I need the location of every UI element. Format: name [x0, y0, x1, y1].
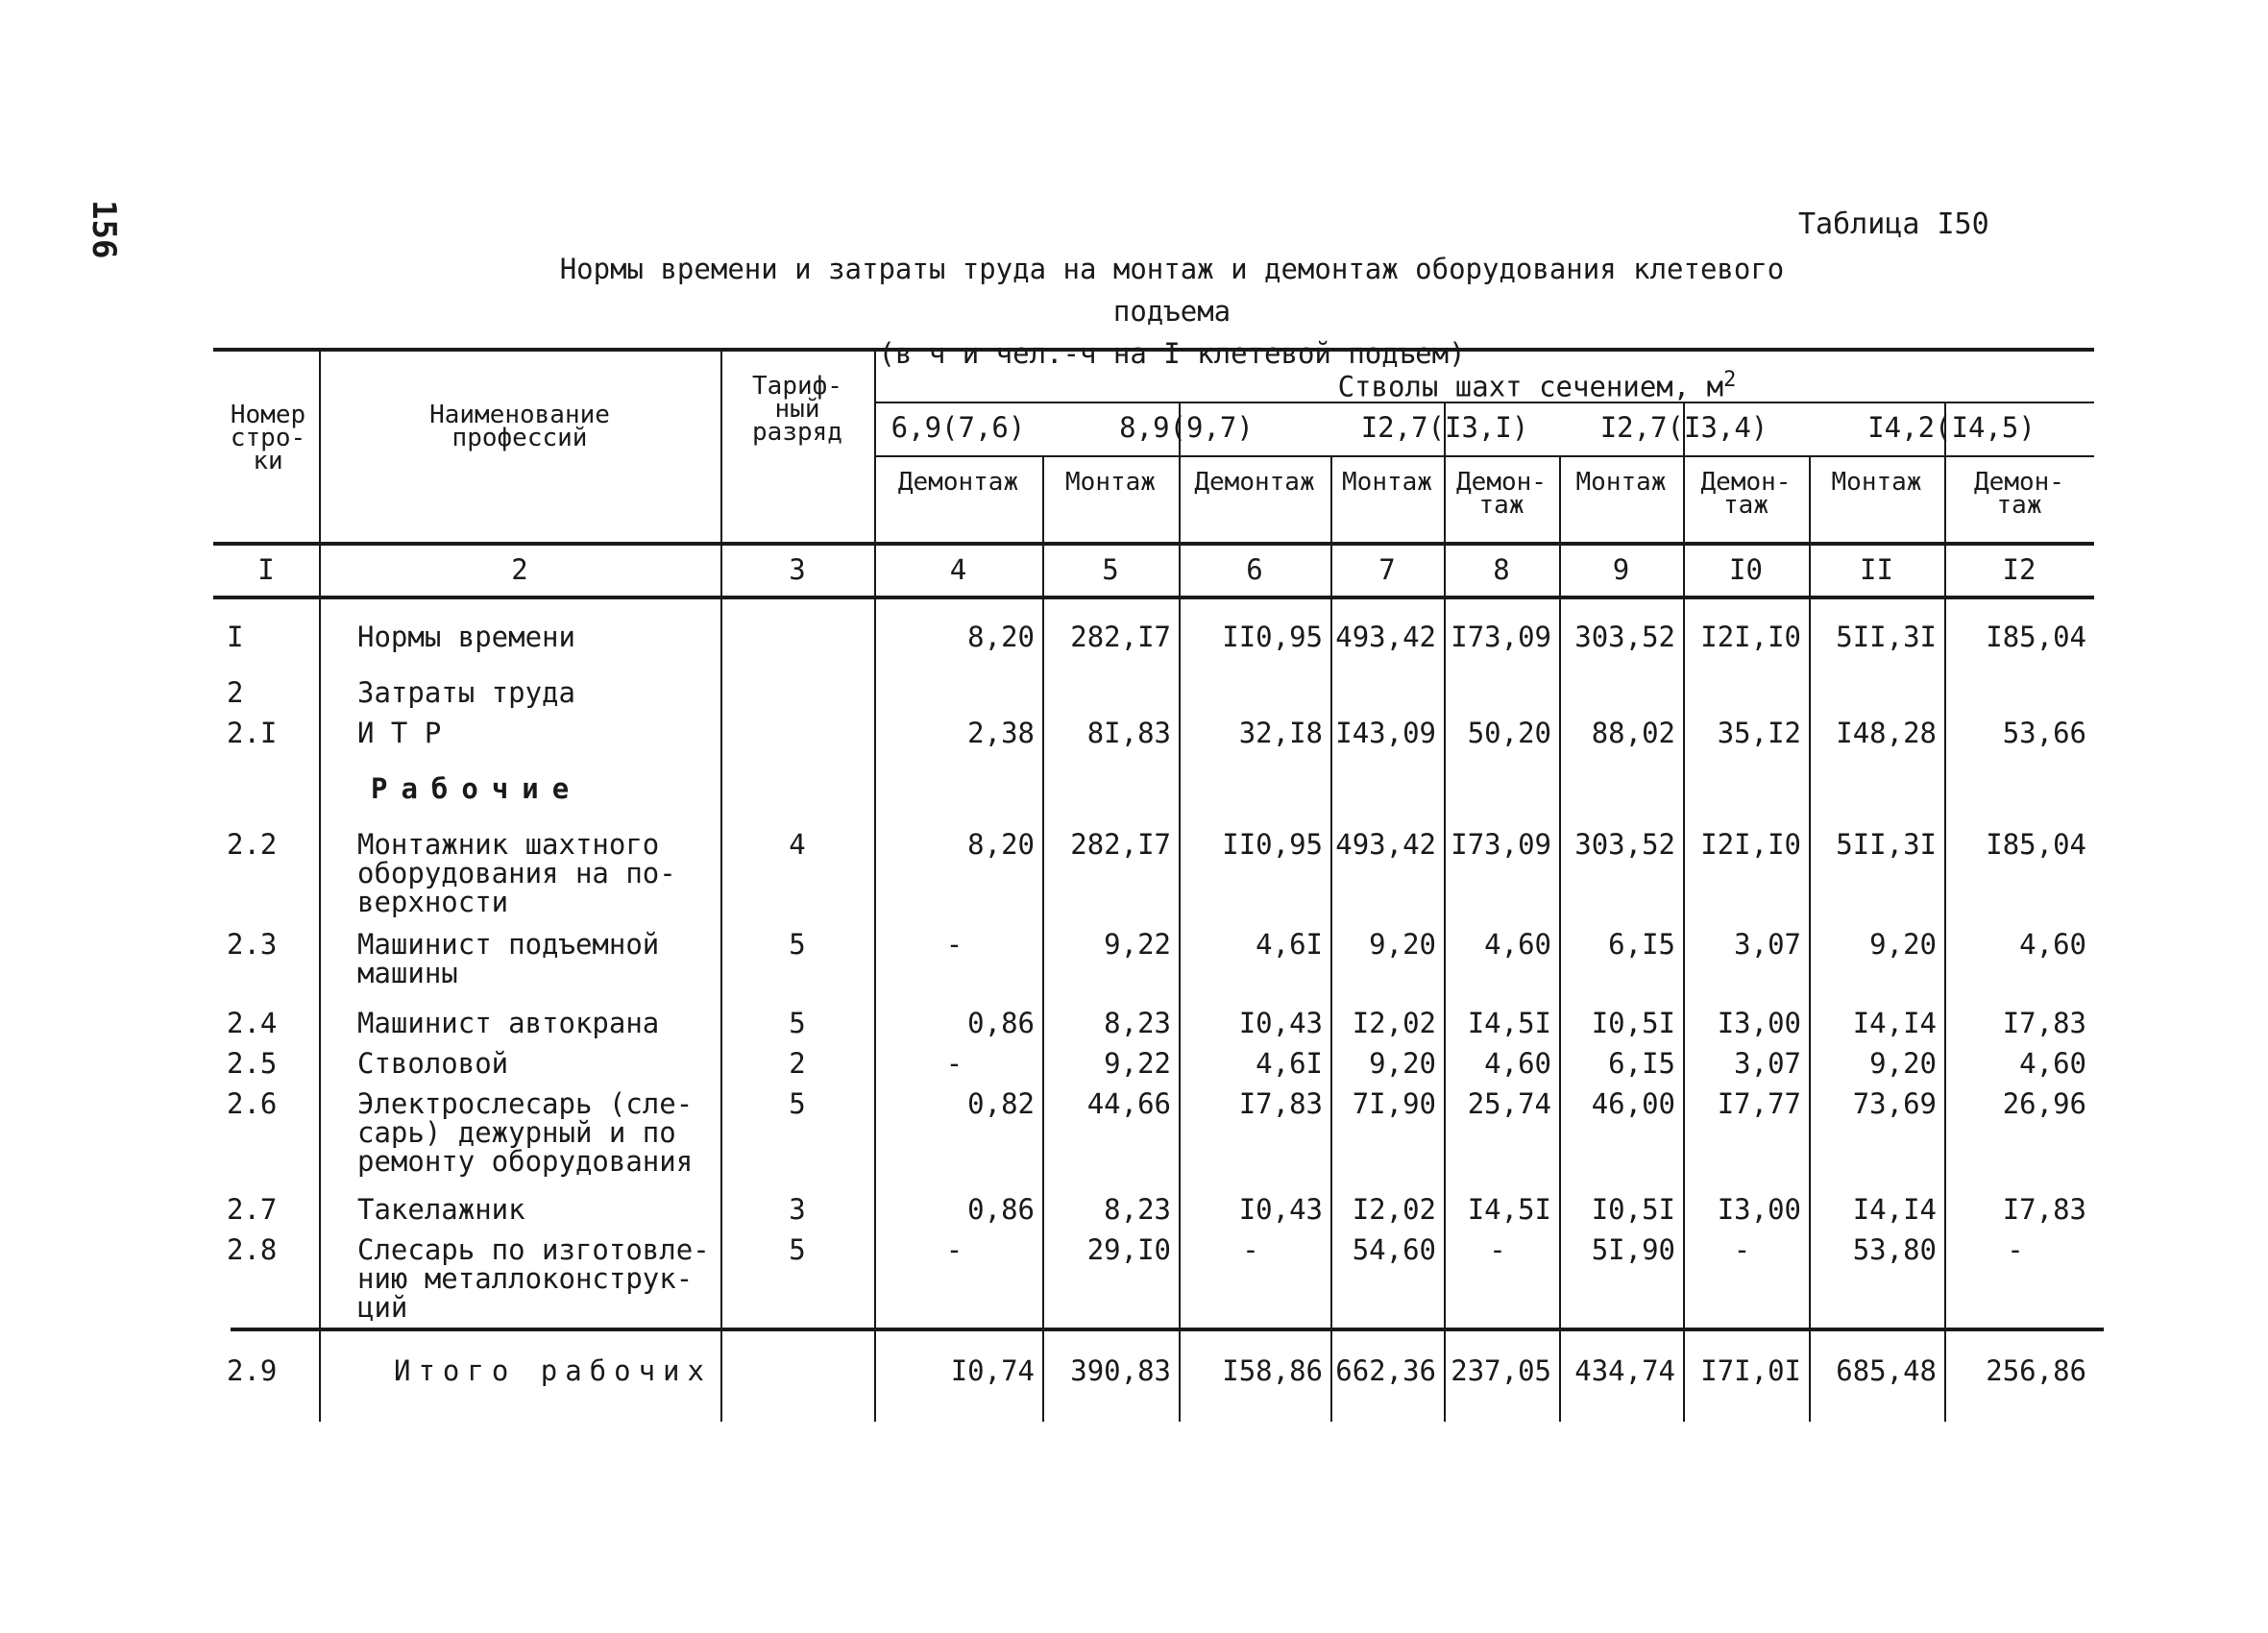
header-section: I2,7(I3,I) — [1360, 411, 1529, 444]
row-value: - — [1242, 1233, 1259, 1266]
header-group-superscript: 2 — [1723, 368, 1737, 392]
row-value: 390,83 — [1070, 1354, 1171, 1387]
row-value: 0,86 — [967, 1007, 1035, 1039]
row-value: I0,5I — [1591, 1007, 1675, 1039]
row-value: I7,83 — [1238, 1087, 1323, 1120]
header-column-number: I0 — [1729, 553, 1763, 586]
row-value: I4,5I — [1467, 1007, 1551, 1039]
row-value: 8,23 — [1104, 1007, 1171, 1039]
row-value: I58,86 — [1222, 1354, 1323, 1387]
row-name: Электрослесарь (сле- сарь) дежурный и по ремонту оборудования — [357, 1087, 694, 1178]
row-value: I0,43 — [1238, 1007, 1323, 1039]
row-value: II0,95 — [1222, 621, 1323, 653]
row-grade: 5 — [789, 1233, 806, 1266]
header-column-number: 8 — [1493, 553, 1510, 586]
header-bottom-rule — [213, 596, 2094, 599]
page-number: 156 — [85, 200, 123, 259]
col-number-rule — [213, 542, 2094, 546]
header-column-number: 7 — [1378, 553, 1396, 586]
title-line-1: Нормы времени и затраты труда на монтаж и демонтаж оборудования клетевого подъема — [559, 253, 1785, 328]
row-value: 282,I7 — [1070, 621, 1171, 653]
row-value: I3,00 — [1717, 1193, 1801, 1226]
row-value: 35,I2 — [1717, 717, 1801, 749]
header-column-number: 9 — [1612, 553, 1630, 586]
row-value: I85,04 — [1986, 828, 2086, 861]
row-value: 53,80 — [1852, 1233, 1937, 1266]
total-rule — [231, 1328, 2104, 1331]
row-value: 8I,83 — [1086, 717, 1171, 749]
row-value: 9,20 — [1369, 928, 1436, 961]
header-grade: Тариф- ный разряд — [752, 372, 842, 447]
row-value: 256,86 — [1986, 1354, 2086, 1387]
row-value: 50,20 — [1467, 717, 1551, 749]
header-column-number: 6 — [1246, 553, 1263, 586]
row-value: I2I,I0 — [1700, 621, 1801, 653]
row-value: - — [2007, 1233, 2024, 1266]
section-heading: Рабочие — [371, 772, 583, 805]
row-name: Такелажник — [357, 1193, 525, 1226]
row-value: 8,20 — [967, 621, 1035, 653]
row-value: 6,I5 — [1608, 1047, 1675, 1080]
row-number: 2.3 — [227, 928, 278, 961]
row-value: 44,66 — [1086, 1087, 1171, 1120]
row-value: 9,20 — [1869, 928, 1937, 961]
row-value: 303,52 — [1574, 828, 1675, 861]
header-column-number: II — [1860, 553, 1893, 586]
row-value: 29,I0 — [1086, 1233, 1171, 1266]
row-name: Монтажник шахтного оборудования на по- верхности — [357, 828, 676, 918]
row-value: 25,74 — [1467, 1087, 1551, 1120]
header-operation: Монтаж — [1831, 468, 1922, 497]
header-section: 8,9(9,7) — [1119, 411, 1254, 444]
row-value: I4,5I — [1467, 1193, 1551, 1226]
table-title — [500, 248, 1844, 375]
row-value: 303,52 — [1574, 621, 1675, 653]
row-value: I7,83 — [2002, 1193, 2086, 1226]
row-grade: 5 — [789, 928, 806, 961]
row-name: Нормы времени — [357, 621, 575, 653]
row-value: - — [1489, 1233, 1506, 1266]
row-value: I73,09 — [1451, 621, 1551, 653]
row-value: 32,I8 — [1238, 717, 1323, 749]
row-value: 4,60 — [1484, 928, 1551, 961]
row-value: I85,04 — [1986, 621, 2086, 653]
row-name: И Т Р — [357, 717, 442, 749]
row-grade: 5 — [789, 1007, 806, 1039]
row-number: 2.4 — [227, 1007, 278, 1039]
title-line-2: (в ч и чел.-ч на I клетевой подъем) — [878, 337, 1466, 370]
row-value: 4,6I — [1256, 928, 1323, 961]
row-value: 2,38 — [967, 717, 1035, 749]
header-group — [1153, 368, 1921, 403]
row-number: I — [227, 621, 244, 653]
row-grade: 5 — [789, 1087, 806, 1120]
header-operation: Монтаж — [1065, 468, 1156, 497]
row-value: I4,I4 — [1852, 1193, 1937, 1226]
row-value: 4,60 — [2019, 1047, 2086, 1080]
row-value: I3,00 — [1717, 1007, 1801, 1039]
row-value: 46,00 — [1591, 1087, 1675, 1120]
header-operation: Монтаж — [1575, 468, 1667, 497]
row-value: - — [945, 1047, 963, 1080]
row-value: 662,36 — [1335, 1354, 1436, 1387]
header-group-label: Стволы шахт сечением, м — [1337, 370, 1724, 403]
row-value: I2,02 — [1352, 1193, 1436, 1226]
table-top-rule — [213, 348, 2094, 352]
header-column-number: 4 — [949, 553, 967, 586]
row-value: 9,22 — [1104, 1047, 1171, 1080]
row-value: I0,5I — [1591, 1193, 1675, 1226]
row-value: I7,83 — [2002, 1007, 2086, 1039]
header-section: I2,7(I3,4) — [1599, 411, 1768, 444]
header-operation: Демон- таж — [1456, 468, 1547, 520]
row-number: 2.5 — [227, 1047, 278, 1080]
row-value: 3,07 — [1734, 1047, 1801, 1080]
row-grade: 4 — [789, 828, 806, 861]
column-divider — [319, 348, 321, 1422]
header-operation: Демон- таж — [1974, 468, 2064, 520]
row-value: - — [945, 1233, 963, 1266]
row-value: 237,05 — [1451, 1354, 1551, 1387]
row-value: 8,23 — [1104, 1193, 1171, 1226]
header-operation: Демонтаж — [1194, 468, 1315, 497]
header-section: 6,9(7,6) — [890, 411, 1026, 444]
row-value: 5II,3I — [1836, 828, 1937, 861]
row-value: I7I,0I — [1700, 1354, 1801, 1387]
row-name: Слесарь по изготовле- нию металлоконструк- ций — [357, 1233, 710, 1324]
row-value: I0,43 — [1238, 1193, 1323, 1226]
row-value: I7,77 — [1717, 1087, 1801, 1120]
row-name: Машинист автокрана — [357, 1007, 660, 1039]
header-row-number: Номер стро- ки — [230, 401, 306, 475]
header-column-number: 3 — [789, 553, 806, 586]
row-number: 2.6 — [227, 1087, 278, 1120]
row-value: I2,02 — [1352, 1007, 1436, 1039]
row-number: 2.9 — [227, 1354, 278, 1387]
header-column-number: I2 — [2002, 553, 2036, 586]
row-value: - — [1733, 1233, 1751, 1266]
row-value: 3,07 — [1734, 928, 1801, 961]
header-profession: Наименование профессий — [429, 401, 610, 452]
row-value: 6,I5 — [1608, 928, 1675, 961]
row-value: II0,95 — [1222, 828, 1323, 861]
header-operation: Демонтаж — [897, 468, 1019, 497]
row-value: 434,74 — [1574, 1354, 1675, 1387]
row-number: 2.2 — [227, 828, 278, 861]
row-value: 8,20 — [967, 828, 1035, 861]
row-grade: 3 — [789, 1193, 806, 1226]
row-value: I48,28 — [1836, 717, 1937, 749]
row-value: 7I,90 — [1352, 1087, 1436, 1120]
row-number: 2 — [227, 676, 244, 709]
row-value: 282,I7 — [1070, 828, 1171, 861]
header-column-number: I — [257, 553, 275, 586]
row-value: 493,42 — [1335, 621, 1436, 653]
row-value: 493,42 — [1335, 828, 1436, 861]
row-value: I4,I4 — [1852, 1007, 1937, 1039]
row-value: 0,82 — [967, 1087, 1035, 1120]
row-value: 54,60 — [1352, 1233, 1436, 1266]
row-value: 9,22 — [1104, 928, 1171, 961]
row-value: 9,20 — [1369, 1047, 1436, 1080]
row-value: - — [945, 928, 963, 961]
row-number: 2.8 — [227, 1233, 278, 1266]
row-number: 2.7 — [227, 1193, 278, 1226]
row-value: 88,02 — [1591, 717, 1675, 749]
section-rule — [874, 455, 2094, 457]
row-value: 73,69 — [1852, 1087, 1937, 1120]
header-column-number: 2 — [511, 553, 528, 586]
header-column-number: 5 — [1102, 553, 1119, 586]
row-value: I43,09 — [1335, 717, 1436, 749]
header-section: I4,2(I4,5) — [1867, 411, 2036, 444]
row-value: I2I,I0 — [1700, 828, 1801, 861]
header-operation: Демон- таж — [1700, 468, 1792, 520]
row-grade: 2 — [789, 1047, 806, 1080]
row-value: 5II,3I — [1836, 621, 1937, 653]
table-label: Таблица I50 — [1798, 207, 1989, 241]
row-name: Машинист подъемной машины — [357, 928, 660, 989]
row-value: 685,48 — [1836, 1354, 1937, 1387]
row-value: 4,60 — [2019, 928, 2086, 961]
row-value: 26,96 — [2002, 1087, 2086, 1120]
row-number: 2.I — [227, 717, 278, 749]
row-value: 9,20 — [1869, 1047, 1937, 1080]
row-value: 4,60 — [1484, 1047, 1551, 1080]
row-name: Итого рабочих — [394, 1354, 712, 1387]
header-operation: Монтаж — [1342, 468, 1432, 497]
row-value: 53,66 — [2002, 717, 2086, 749]
row-value: 5I,90 — [1591, 1233, 1675, 1266]
row-name: Стволовой — [357, 1047, 509, 1080]
row-value: I0,74 — [950, 1354, 1035, 1387]
row-name: Затраты труда — [357, 676, 575, 709]
row-value: 0,86 — [967, 1193, 1035, 1226]
row-value: I73,09 — [1451, 828, 1551, 861]
row-value: 4,6I — [1256, 1047, 1323, 1080]
